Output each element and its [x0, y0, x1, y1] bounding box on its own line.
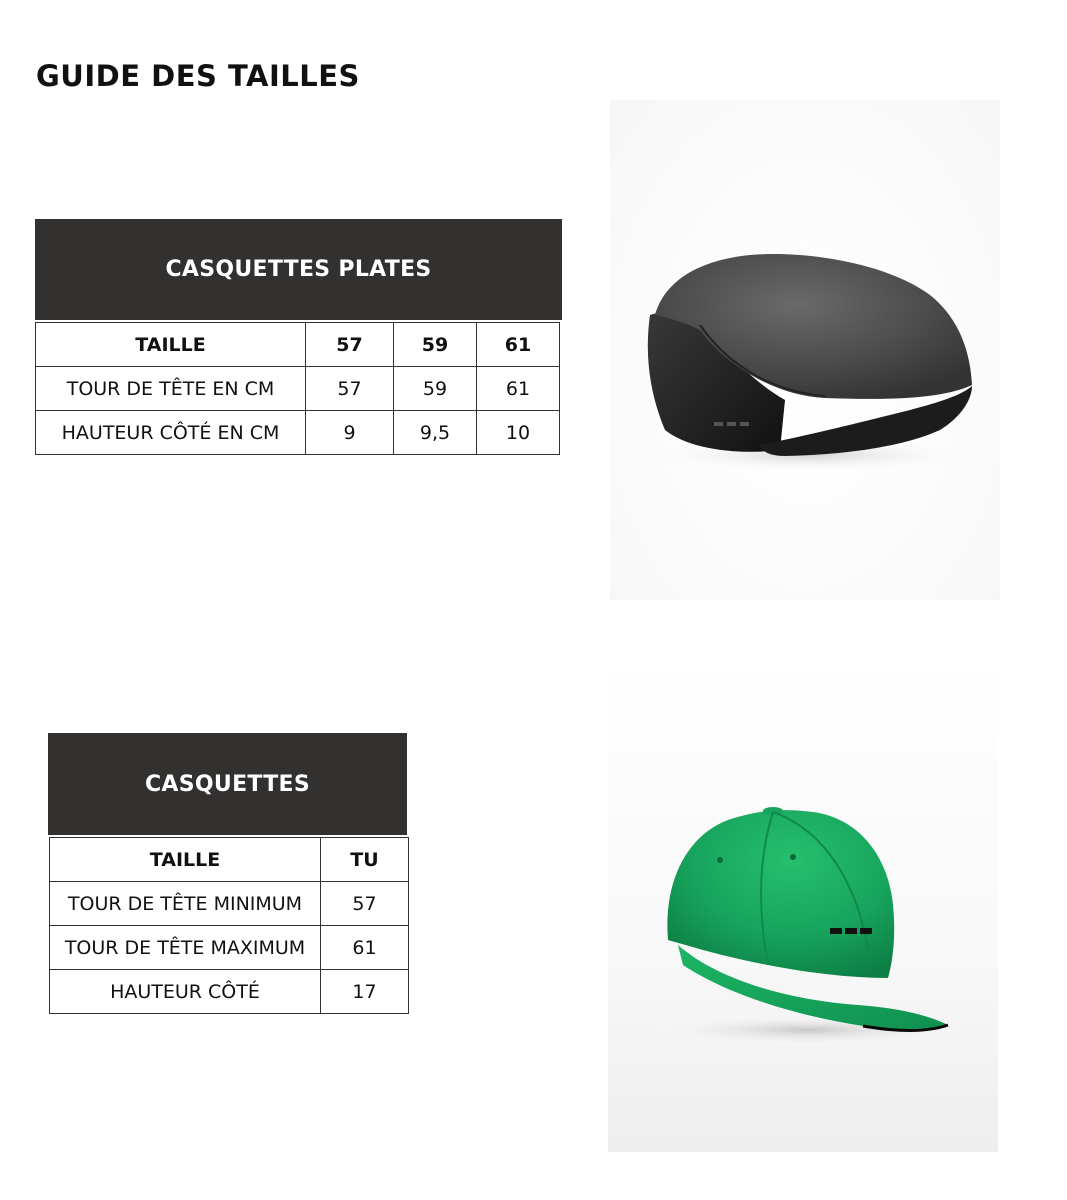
table-row	[36, 367, 560, 411]
table-cell: 59	[394, 323, 477, 367]
table-cell: TAILLE	[36, 323, 306, 367]
caps-table-heading	[48, 733, 407, 835]
caps-size-table	[49, 837, 409, 1014]
flat-caps-heading-text: CASQUETTES PLATES	[165, 257, 432, 282]
table-row	[50, 882, 409, 926]
table-cell: HAUTEUR CÔTÉ	[50, 970, 321, 1014]
table-cell: TU	[321, 838, 409, 882]
table-cell: 10	[477, 411, 560, 455]
page-title: GUIDE DES TAILLES	[36, 59, 360, 93]
table-row	[50, 838, 409, 882]
table-cell: 59	[394, 367, 477, 411]
table-cell: 61	[477, 367, 560, 411]
table-row	[50, 926, 409, 970]
table-cell: 9,5	[394, 411, 477, 455]
baseball-cap-logo	[830, 928, 872, 934]
table-cell: HAUTEUR CÔTÉ EN CM	[36, 411, 306, 455]
table-cell: 9	[306, 411, 394, 455]
baseball-cap-illustration	[608, 660, 998, 1152]
flat-cap-logo	[714, 422, 749, 426]
baseball-cap-photo	[608, 660, 998, 1152]
flat-caps-size-table	[35, 322, 560, 455]
table-row	[36, 411, 560, 455]
caps-heading-text: CASQUETTES	[144, 771, 310, 797]
table-row	[50, 970, 409, 1014]
table-cell: TOUR DE TÊTE MAXIMUM	[50, 926, 321, 970]
table-cell: 57	[306, 323, 394, 367]
flat-cap-illustration	[610, 100, 1000, 600]
table-cell: TOUR DE TÊTE MINIMUM	[50, 882, 321, 926]
table-cell: 61	[321, 926, 409, 970]
table-cell: 57	[321, 882, 409, 926]
table-row	[36, 323, 560, 367]
flat-caps-table-heading	[35, 219, 562, 320]
table-cell: TOUR DE TÊTE EN CM	[36, 367, 306, 411]
table-cell: 61	[477, 323, 560, 367]
table-cell: TAILLE	[50, 838, 321, 882]
table-cell: 57	[306, 367, 394, 411]
table-cell: 17	[321, 970, 409, 1014]
flat-cap-photo	[610, 100, 1000, 600]
